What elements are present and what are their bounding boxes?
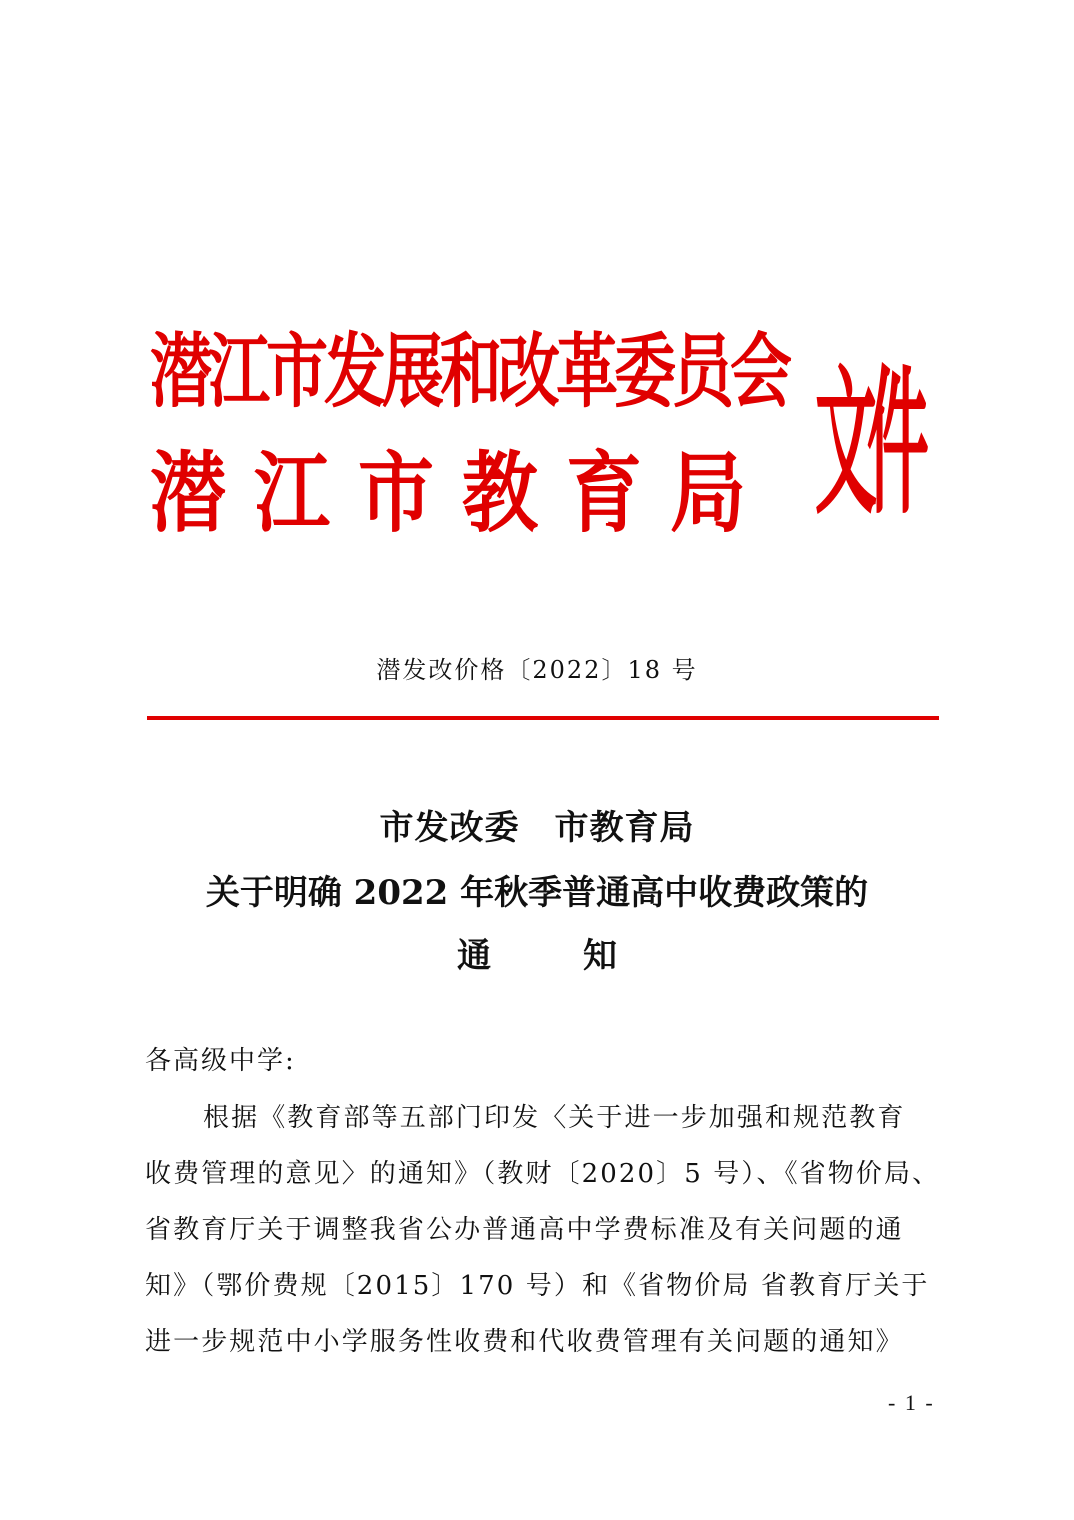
- header-issuer-2: 潜江市教育局: [150, 441, 774, 545]
- header-suffix-wenjian: 文件: [815, 350, 919, 538]
- body-paragraph-line: 收费管理的意见〉的通知》（教财〔2020〕5 号）、《省物价局、: [145, 1159, 941, 1189]
- document-number: 潜发改价格〔2022〕18 号: [376, 656, 698, 684]
- body-paragraph-line: 知》（鄂价费规〔2015〕170 号）和《省物价局 省教育厅关于: [145, 1271, 930, 1301]
- document-header: [150, 320, 950, 550]
- title-line-3: [0, 928, 1074, 977]
- body-paragraph-line: 进一步规范中小学服务性收费和代收费管理有关问题的通知》: [145, 1327, 904, 1357]
- title-line-2: 关于明确 2022 年秋季普通高中收费政策的: [205, 873, 869, 913]
- header-issuer-1: 潜江市发展和改革委员会: [150, 324, 789, 420]
- red-divider-rule: [147, 716, 939, 720]
- page-number: - 1 -: [888, 1390, 935, 1415]
- salutation: 各高级中学:: [145, 1046, 296, 1076]
- title-char-zhi: 知: [583, 936, 617, 976]
- title-char-tong: 通: [457, 936, 491, 976]
- title-line-1: 市发改委 市教育局: [379, 808, 695, 848]
- body-paragraph-line: 根据《教育部等五部门印发〈关于进一步加强和规范教育: [203, 1103, 906, 1133]
- body-paragraph-line: 省教育厅关于调整我省公办普通高中学费标准及有关问题的通: [145, 1215, 904, 1245]
